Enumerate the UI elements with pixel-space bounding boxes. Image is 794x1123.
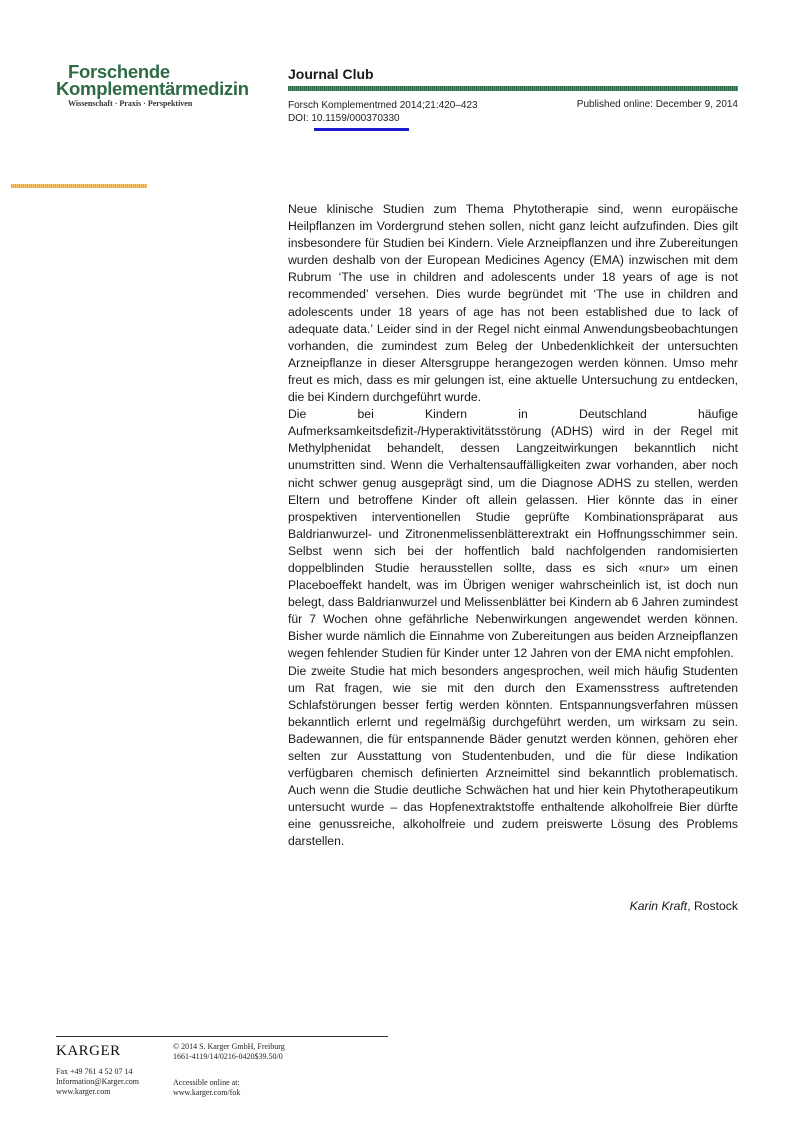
issn: 1661-4119/14/0216-0420$39.50/0 xyxy=(173,1052,283,1061)
paragraph: Die zweite Studie hat mich besonders angesprochen, weil mich häufig Studenten um Rat fragen, wie sie mit den durch den Examensstress auftretenden Schlafstörungen besser fertig werden könnten. Entspannungsverfahren müssen bekanntlich erlernt und regelmäßig durchgeführt werden, um wirksam zu sein. Badewannen, die für entspannende Bäder genutzt werden können, gehören eher selten zur Ausstattung von Studentenbuden, und die für diese Indikation verfügbaren chemisch definierten Arzneimittel sind bekanntlich problematisch. Auch wenn die Studie deutliche Schwächen hat und hier kein Phytotherapeutikum untersucht wurde – das Hopfenextraktstoffe enthaltende alkoholfreie Bier dürfte eine genussreiche, alkoholfreie und zudem preiswerte Lösung des Problems darstellen. xyxy=(288,663,738,849)
header-divider xyxy=(288,86,738,91)
author-location: , Rostock xyxy=(687,899,738,913)
journal-logo xyxy=(56,63,272,108)
logo-line-1: Forschende xyxy=(68,61,170,82)
doi-line xyxy=(288,113,400,124)
doi-link[interactable]: 10.1159/000370330 xyxy=(311,113,400,124)
contact-block xyxy=(56,1067,139,1097)
published-date: Published online: December 9, 2014 xyxy=(576,99,738,110)
paragraph: Neue klinische Studien zum Thema Phytotherapie sind, wenn europäische Heilpflanzen im Vordergrund stehen sollen, nicht ganz leicht aufzufinden. Dies gilt insbesondere für Studien bei Kindern. Viele Arzneipflanzen und ihre Zubereitungen wurden deshalb von der European Medicines Agency (EMA) inzwischen mit dem Rubrum ‘The use in children and adolescents under 18 years of age is not recommended’ versehen. Dies wurde begründet mit ‘The use in children and adolescents under 18 years of age has not been established due to lack of adequate data.’ Leider sind in der Regel nicht einmal Anwendungsbeobachtungen vorhanden, die zumindest zum Beleg der Unbedenklichkeit der untersuchten Arzneipflanze in dieser Altersgruppe herangezogen werden können. Umso mehr freut es mich, dass es mir gelungen ist, eine aktuelle Untersuchung zu entdecken, die bei Kindern durchgeführt wurde. xyxy=(288,202,738,405)
accessible-label: Accessible online at: xyxy=(173,1078,240,1087)
logo-tagline: Wissenschaft · Praxis · Perspektiven xyxy=(68,99,193,108)
website-link[interactable]: www.karger.com xyxy=(56,1087,111,1096)
accessible-url[interactable]: www.karger.com/fok xyxy=(173,1088,241,1097)
footer-divider xyxy=(56,1036,388,1037)
author-name: Karin Kraft xyxy=(629,899,688,913)
email-link[interactable]: Information@Karger.com xyxy=(56,1077,139,1086)
margin-accent-rule xyxy=(11,184,147,188)
publisher-logo: KARGER xyxy=(56,1043,121,1059)
access-block xyxy=(173,1078,240,1098)
citation: Forsch Komplementmed 2014;21:420–423 xyxy=(288,100,478,111)
copyright-block xyxy=(173,1042,285,1062)
paragraph: Die bei Kindern in Deutschland häufige Aufmerksamkeitsdefizit-/Hyperaktivitätsstörung (ADHS) wird in der Regel mit Methylphenidat behandelt, dessen Langzeitwirkungen bekanntlich nicht unumstritten sind. Wenn die Verhaltensauffälligkeiten zwar vorhanden, aber noch nicht schwer genug ausgeprägt sind, um die Diagnose ADHS zu stellen, werden Eltern und betroffene Kinder oft allein gelassen. Hier könnte das in einer prospektiven interventionellen Studie geprüfte Kombinationspräparat aus Baldrianwurzel- und Zitronenmelissenblätterextrakt ein Hoffnungsschimmer sein. Selbst wenn sich bei der hoffentlich bald nachfolgenden randomisierten doppelblinden Studie herausstellen sollte, dass es sich «nur» um einen Placeboeffekt handelt, was im Übrigen weniger wahrscheinlich ist, ist doch nun belegt, dass Baldrianwurzel und Melissenblätter bei Kindern ab 6 Jahren zumindest für 7 Wochen ohne gefährliche Nebenwirkungen angewendet werden können. Bisher wurde nämlich die Einnahme von Zubereitungen aus beiden Arzneipflanzen wegen fehlender Studien für Kinder unter 12 Jahren von der EMA nicht empfohlen. xyxy=(288,407,738,661)
logo-line-2: Komplementärmedizin xyxy=(56,78,249,99)
section-title: Journal Club xyxy=(288,66,374,82)
author-signature xyxy=(630,899,738,913)
doi-link-underline xyxy=(314,128,409,131)
fax: Fax +49 761 4 52 07 14 xyxy=(56,1067,133,1076)
article-body xyxy=(288,201,738,851)
doi-label: DOI: xyxy=(288,113,312,124)
copyright: © 2014 S. Karger GmbH, Freiburg xyxy=(173,1042,285,1051)
